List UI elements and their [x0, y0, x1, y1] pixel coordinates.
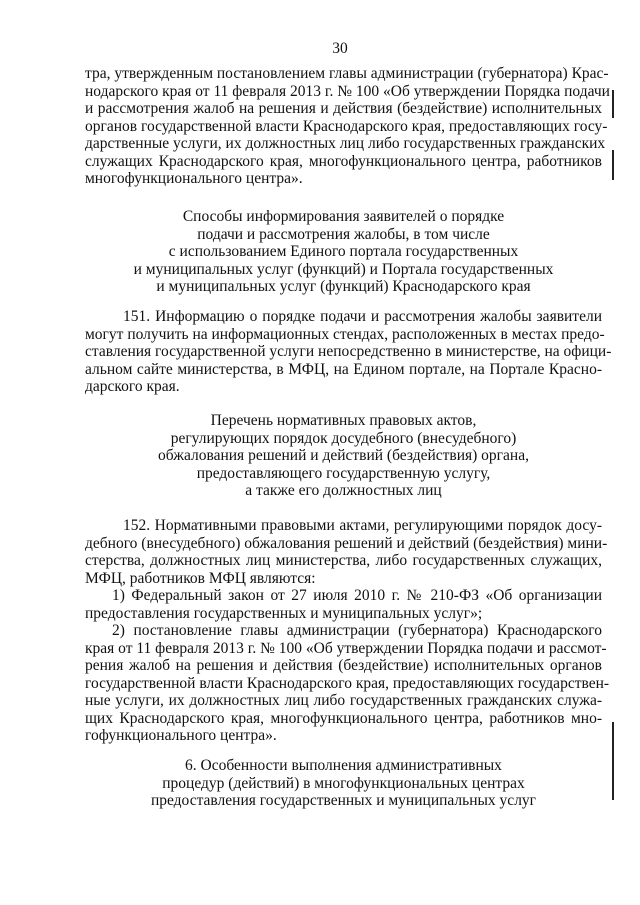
text-line: органов государственной власти Краснодарского края, предоставляющих госу- [85, 117, 608, 135]
text-line: стерства, должностных лиц министерства, либо государственных служащих, [85, 552, 602, 569]
paragraph-151 [85, 308, 612, 396]
text-line: 1) Федеральный закон от 27 июля 2010 г. № 210-ФЗ «Об организации [112, 587, 602, 604]
text-line: рения жалоб на решения и действия (бездействие) исполнительных органов [85, 657, 602, 674]
page-number: 30 [332, 40, 348, 57]
text-line: дарского края. [85, 378, 180, 395]
heading-line: регулирующих порядок досудебного (внесудебного) [170, 429, 517, 447]
heading-line: и муниципальных услуг (функций) и Портала государственных [133, 260, 554, 278]
heading-line: и муниципальных услуг (функций) Краснодарского края [156, 278, 531, 295]
heading-line: а также его должностных лиц [245, 482, 442, 499]
text-line: ные услуги, их должностных лиц либо государственных гражданских служа- [85, 692, 602, 709]
text-line: дарственные услуги, их должностных лиц либо государственных гражданских [85, 135, 606, 152]
text-line: государственной власти Краснодарского края, предоставляющих государствен- [85, 674, 610, 692]
heading-line: 6. Особенности выполнения административных [185, 757, 502, 774]
heading-section-6 [85, 757, 602, 810]
text-line: МФЦ, работников МФЦ являются: [85, 569, 316, 587]
text-line: щих Краснодарского края, многофункционального центра, работников мно- [85, 709, 602, 727]
scan-margin-mark [612, 90, 614, 118]
text-line: 152. Нормативными правовыми актами, регулирующими порядок досу- [123, 517, 602, 534]
text-line: гофункционального центра». [85, 727, 277, 744]
heading-line: обжалования решений и действий (бездействия) органа, [158, 447, 529, 464]
text-line: служащих Краснодарского края, многофункционального центра, работников [85, 152, 602, 170]
text-line: дебного (внесудебного) обжалования решений и действий (бездействия) мини- [85, 534, 608, 552]
text-line: альном сайте министерства, в МФЦ, на Едином портале, на Портале Красно- [85, 360, 602, 378]
heading-normative-acts [85, 412, 602, 500]
list-item-1 [85, 587, 602, 622]
scan-margin-mark [612, 722, 614, 800]
text-line: ставления государственной услуги непосредственно в министерстве, на офици- [85, 343, 612, 360]
paragraph-152 [85, 517, 608, 587]
text-line: нодарского края от 11 февраля 2013 г. № 100 «Об утверждении Порядка подачи [85, 82, 610, 100]
heading-line: предоставления государственных и муниципальных услуг [150, 792, 537, 809]
text-line: края от 11 февраля 2013 г. № 100 «Об утверждении Порядка подачи и рассмот- [85, 639, 607, 657]
text-line: могут получить на информационных стендах, расположенных в местах предо- [85, 325, 605, 343]
heading-line: процедур (действий) в многофункциональных центрах [162, 774, 525, 792]
text-line: 151. Информацию о порядке подачи и рассмотрения жалобы заявители [123, 308, 602, 325]
text-line: предоставления государственных и муниципальных услуг»; [85, 604, 483, 622]
intro-paragraph [85, 65, 610, 188]
heading-line: с использованием Единого портала государственных [168, 243, 519, 260]
text-line: тра, утвержденным постановлением главы администрации (губернатора) Крас- [85, 65, 609, 82]
text-line: и рассмотрения жалоб на решения и действия (бездействие) исполнительных [85, 100, 602, 117]
list-item-2 [85, 622, 610, 745]
heading-line: предоставляющего государственную услугу, [196, 464, 491, 482]
scan-margin-mark [612, 150, 614, 180]
heading-line: Перечень нормативных правовых актов, [210, 412, 477, 429]
heading-informing [85, 208, 602, 296]
heading-line: подачи и рассмотрения жалобы, в том числе [197, 225, 490, 243]
text-line: многофункционального центра». [85, 170, 303, 187]
heading-line: Способы информирования заявителей о порядке [182, 208, 505, 225]
text-line: 2) постановление главы администрации (губернатора) Краснодарского [112, 622, 602, 639]
